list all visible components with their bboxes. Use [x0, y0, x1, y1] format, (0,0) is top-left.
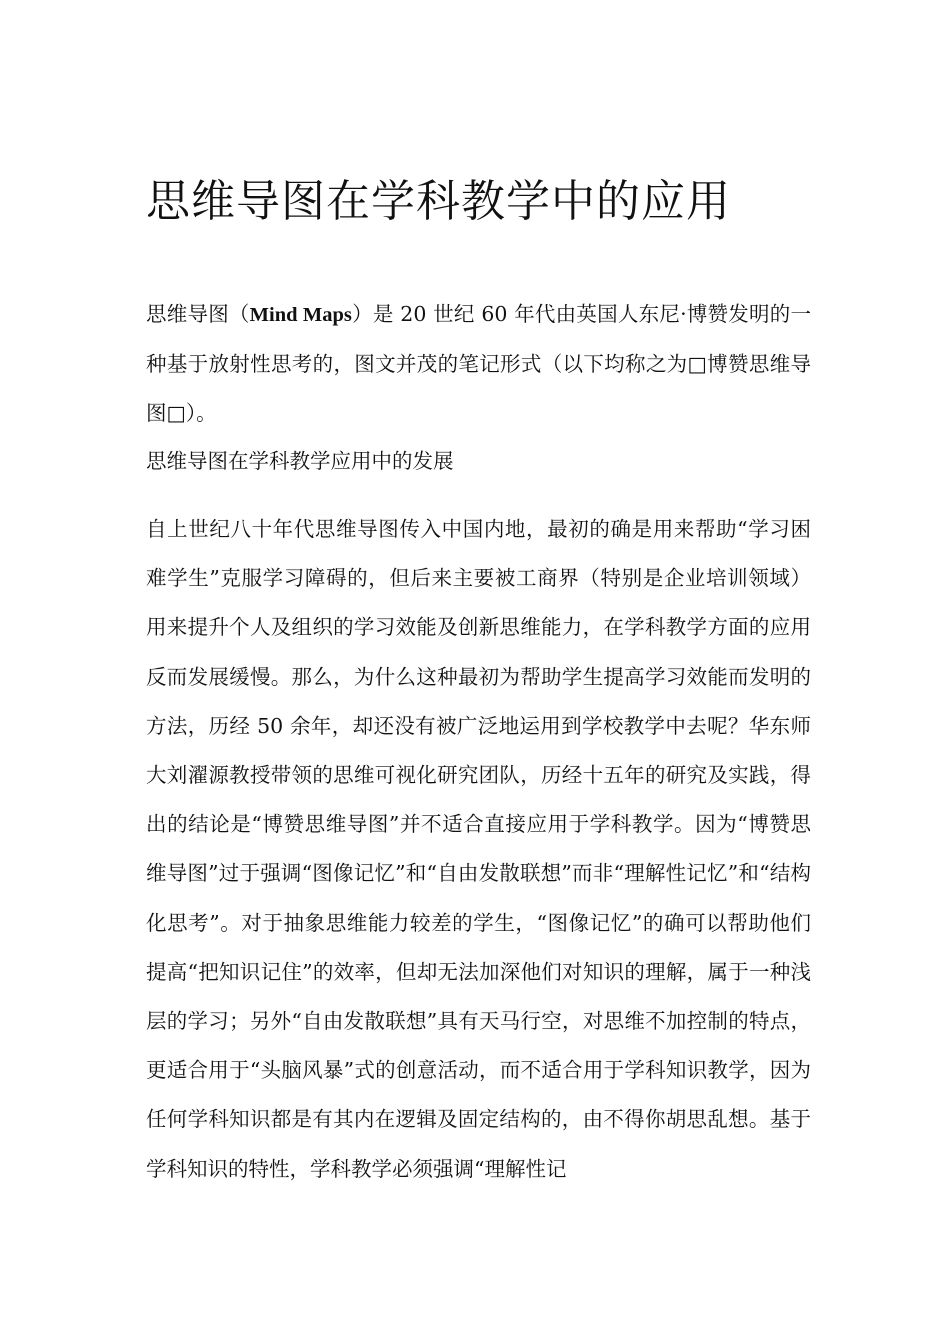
- section-heading: 思维导图在学科教学应用中的发展: [146, 449, 454, 473]
- intro-rest: ）是 20 世纪 60 年代由英国人东尼·博赞发明的一种基于放射性思考的，图文并茂的笔记形式（以下均称之为□博赞思维导图□）。: [146, 302, 811, 425]
- document-title: 思维导图在学科教学中的应用: [146, 176, 731, 227]
- intro-term: Mind Maps: [249, 304, 352, 326]
- intro-prefix: 思维导图（: [146, 302, 250, 326]
- intro-paragraph: [146, 290, 811, 438]
- body-paragraph: 自上世纪八十年代思维导图传入中国内地，最初的确是用来帮助“学习困难学生”克服学习障碍的，但后来主要被工商界（特别是企业培训领域）用来提升个人及组织的学习效能及创新思维能力，在学科教学方面的应用反而发展缓慢。那么，为什么这种最初为帮助学生提高学习效能而发明的方法，历经 50 余年，却还没有被广泛地运用到学校教学中去呢？华东师大刘濯源教授带领的思维可视化研究团队，历经十五年的研究及实践，得出的结论是“博赞思维导图”并不适合直接应用于学科教学。因为“博赞思维导图”过于强调“图像记忆”和“自由发散联想”而非“理解性记忆”和“结构化思考”。对于抽象思维能力较差的学生，“图像记忆”的确可以帮助他们提高“把知识记住”的效率，但却无法加深他们对知识的理解，属于一种浅层的学习；另外“自由发散联想”具有天马行空，对思维不加控制的特点，更适合用于“头脑风暴”式的创意活动，而不适合用于学科知识教学，因为任何学科知识都是有其内在逻辑及固定结构的，由不得你胡思乱想。基于学科知识的特性，学科教学必须强调“理解性记: [146, 517, 811, 1181]
